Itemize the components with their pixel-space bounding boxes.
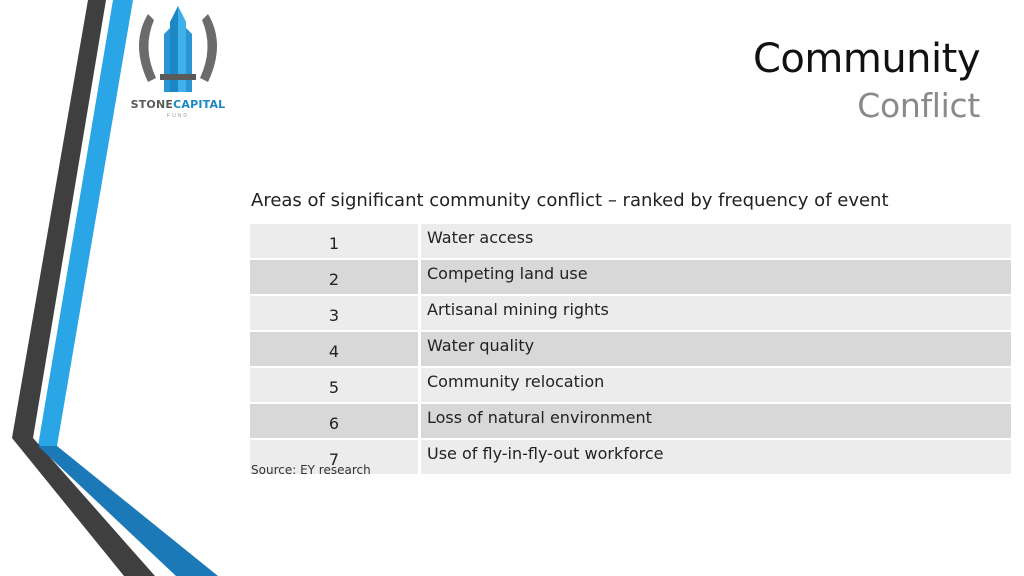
table-heading: Areas of significant community conflict – ranked by frequency of event <box>251 190 889 211</box>
rank-cell: 7 <box>250 440 421 476</box>
table-row <box>250 224 1011 260</box>
stonecapital-logo <box>128 4 228 122</box>
area-cell: Water access <box>421 224 1011 260</box>
conflict-ranking-table <box>250 224 1011 476</box>
logo-emblem <box>128 4 228 96</box>
area-cell: Community relocation <box>421 368 1011 404</box>
area-cell: Loss of natural environment <box>421 404 1011 440</box>
area-cell: Water quality <box>421 332 1011 368</box>
rank-cell: 2 <box>250 260 421 296</box>
rank-cell: 5 <box>250 368 421 404</box>
rank-cell: 6 <box>250 404 421 440</box>
table-row <box>250 260 1011 296</box>
area-cell: Artisanal mining rights <box>421 296 1011 332</box>
table-row <box>250 368 1011 404</box>
rank-cell: 4 <box>250 332 421 368</box>
logo-subtitle: FUND <box>167 113 189 119</box>
table-row <box>250 332 1011 368</box>
table-row <box>250 296 1011 332</box>
rank-cell: 3 <box>250 296 421 332</box>
slide-title-line2: Conflict <box>857 86 980 125</box>
source-note: Source: EY research <box>251 463 371 477</box>
table-row <box>250 404 1011 440</box>
area-cell: Use of fly-in-fly-out workforce <box>421 440 1011 476</box>
slide-title-line1: Community <box>752 36 980 82</box>
area-cell: Competing land use <box>421 260 1011 296</box>
logo-wordmark: STONECAPITAL <box>130 98 226 111</box>
gray-lower-stripe <box>12 438 155 576</box>
rank-cell: 1 <box>250 224 421 260</box>
